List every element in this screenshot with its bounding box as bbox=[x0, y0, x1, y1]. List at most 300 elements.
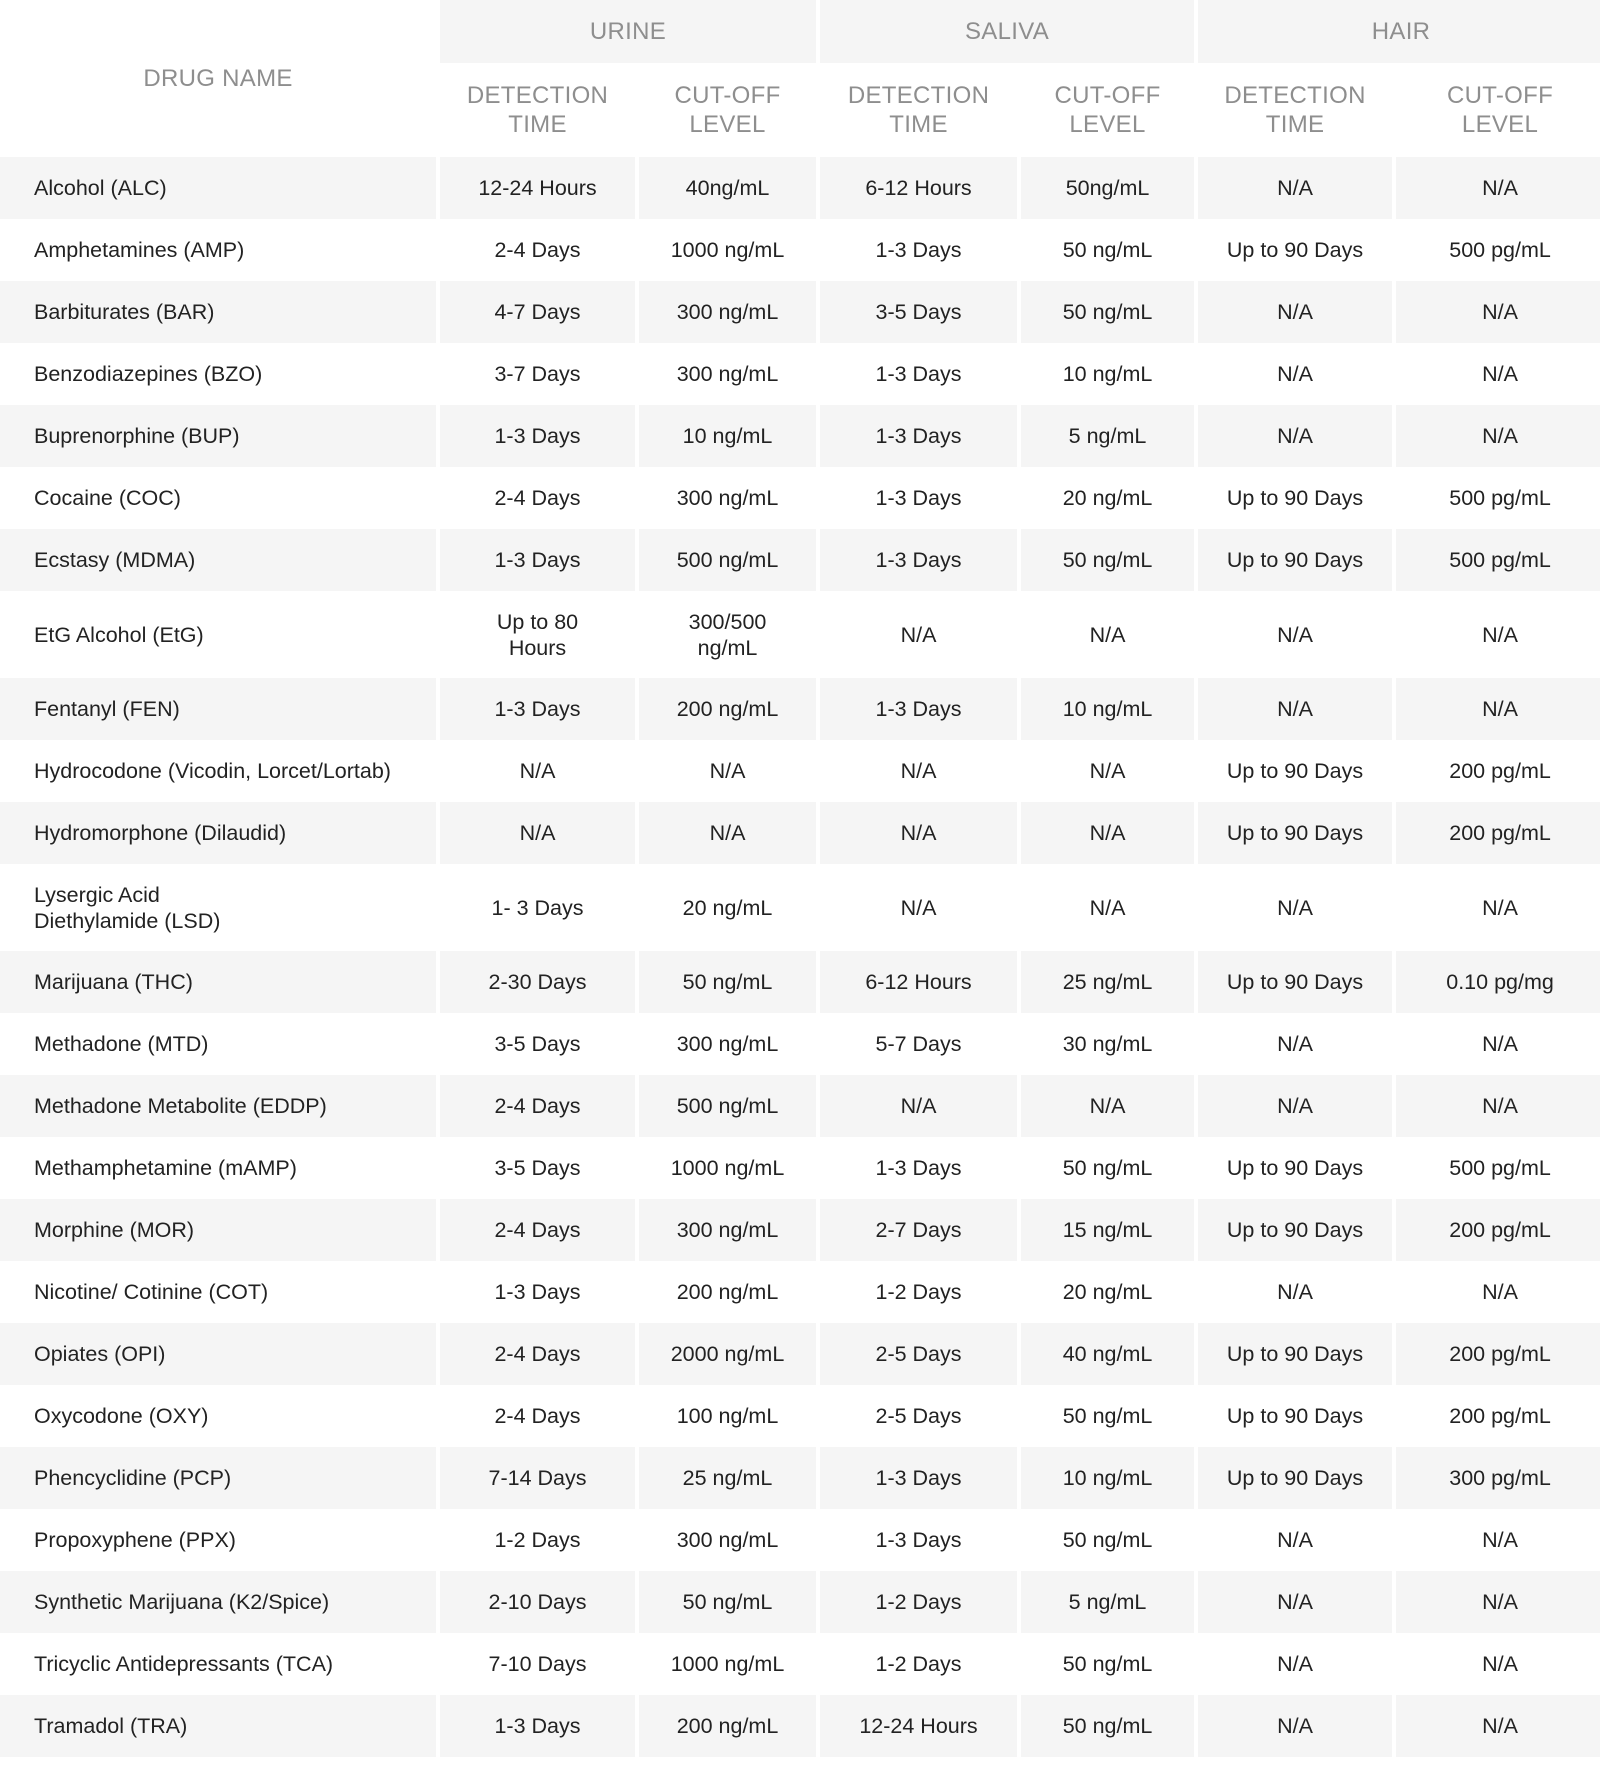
cell-text-line: Tricyclic Antidepressants (TCA) bbox=[34, 1652, 334, 1676]
cell-text-line: N/A bbox=[1277, 300, 1313, 324]
hair-detection-time-cell bbox=[1198, 157, 1392, 219]
cell-text-line: Methadone (MTD) bbox=[34, 1032, 209, 1056]
cell-text-line: ng/mL bbox=[697, 635, 758, 660]
drug-name-cell bbox=[0, 740, 436, 802]
cell-text-line: N/A bbox=[1482, 697, 1518, 721]
drug-name-cell bbox=[0, 1571, 436, 1633]
drug-name-cell bbox=[0, 591, 436, 678]
cell-text-line: N/A bbox=[900, 1094, 937, 1118]
cell-text-line: 7-10 Days bbox=[488, 1652, 587, 1676]
cell-text-line: N/A bbox=[1277, 895, 1313, 920]
cell-text-line: N/A bbox=[900, 821, 937, 845]
cell-text-line: 3-5 Days bbox=[494, 1032, 581, 1056]
urine-detection-time-cell bbox=[440, 864, 635, 951]
saliva-cutoff-level-cell bbox=[1021, 529, 1194, 591]
cell-text-line: Synthetic Marijuana (K2/Spice) bbox=[34, 1590, 330, 1614]
cell-text-line: Cocaine (COC) bbox=[34, 486, 181, 510]
drug-name-cell bbox=[0, 467, 436, 529]
cell-text-line: Up to 80 bbox=[496, 609, 579, 634]
hair-cutoff-level-cell bbox=[1396, 1695, 1600, 1757]
cell-text-line: 1-3 Days bbox=[875, 1156, 962, 1180]
cell-text-line: 50 ng/mL bbox=[1062, 1714, 1153, 1738]
drug-name-cell bbox=[0, 951, 436, 1013]
cell-text-line: 40ng/mL bbox=[685, 176, 770, 200]
urine-group-header: URINE bbox=[440, 0, 816, 63]
urine-cutoff-level-cell bbox=[639, 1571, 816, 1633]
hair-detection-time-cell bbox=[1198, 1695, 1392, 1757]
table-row bbox=[0, 529, 1600, 591]
urine-detection-time-cell bbox=[440, 467, 635, 529]
cell-text-line: N/A bbox=[900, 895, 937, 920]
saliva-cutoff-level-cell bbox=[1021, 1447, 1194, 1509]
cell-text-line: 1-3 Days bbox=[875, 697, 962, 721]
urine-detection-time-cell bbox=[440, 740, 635, 802]
saliva-cutoff-level-cell bbox=[1021, 157, 1194, 219]
hair-detection-time-cell bbox=[1198, 405, 1392, 467]
urine-detection-time-cell bbox=[440, 1695, 635, 1757]
cell-text-line: N/A bbox=[519, 821, 556, 845]
urine-cutoff-level-cell bbox=[639, 1633, 816, 1695]
drug-name-cell bbox=[0, 864, 436, 951]
drug-name-cell bbox=[0, 157, 436, 219]
urine-cutoff-level-cell bbox=[639, 1447, 816, 1509]
urine-detection-time-cell bbox=[440, 281, 635, 343]
cell-text-line: N/A bbox=[1482, 1528, 1518, 1552]
cell-text-line: N/A bbox=[1482, 362, 1518, 386]
cell-text-line: 50ng/mL bbox=[1065, 176, 1150, 200]
cell-text-line: 10 ng/mL bbox=[1062, 362, 1153, 386]
cell-text-line: 200 pg/mL bbox=[1449, 759, 1551, 783]
saliva-cutoff-level-cell bbox=[1021, 1633, 1194, 1695]
cell-text-line: Up to 90 Days bbox=[1226, 238, 1364, 262]
urine-cutoff-level-cell bbox=[639, 1509, 816, 1571]
saliva-detection-time-cell bbox=[820, 591, 1017, 678]
cell-text-line: 1-2 Days bbox=[875, 1280, 962, 1304]
cell-text-line: 1-3 Days bbox=[875, 238, 962, 262]
cell-text-line: 1-2 Days bbox=[875, 1590, 962, 1614]
cell-text-line: 1-3 Days bbox=[875, 362, 962, 386]
hair-cutoff-level-cell bbox=[1396, 1137, 1600, 1199]
cell-text-line: Marijuana (THC) bbox=[34, 970, 193, 994]
urine-cutoff-level-cell bbox=[639, 802, 816, 864]
cell-text-line: 20 ng/mL bbox=[682, 895, 773, 920]
urine-detection-time-cell bbox=[440, 1447, 635, 1509]
hair-cutoff-level-cell bbox=[1396, 951, 1600, 1013]
table-row bbox=[0, 951, 1600, 1013]
cell-text-line: EtG Alcohol (EtG) bbox=[34, 622, 204, 647]
table-body bbox=[0, 157, 1600, 1757]
hair-detection-time-cell bbox=[1198, 1447, 1392, 1509]
table-row bbox=[0, 1695, 1600, 1757]
urine-cutoff-level-cell bbox=[639, 157, 816, 219]
cell-text-line: N/A bbox=[1482, 1280, 1518, 1304]
table-row bbox=[0, 281, 1600, 343]
cell-text-line: 50 ng/mL bbox=[1062, 1404, 1153, 1428]
saliva-detection-time-cell bbox=[820, 219, 1017, 281]
cell-text-line: N/A bbox=[1277, 697, 1313, 721]
table-row bbox=[0, 1447, 1600, 1509]
drug-name-header: DRUG NAME bbox=[0, 0, 436, 157]
saliva-detection-time-cell bbox=[820, 802, 1017, 864]
cell-text-line: Up to 90 Days bbox=[1226, 759, 1364, 783]
saliva-detection-time-cell bbox=[820, 1075, 1017, 1137]
table-row bbox=[0, 343, 1600, 405]
table-row bbox=[0, 740, 1600, 802]
drug-name-cell bbox=[0, 529, 436, 591]
cell-text-line: 2-4 Days bbox=[494, 238, 581, 262]
saliva-cutoff-level-cell bbox=[1021, 1075, 1194, 1137]
hair-detection-time-cell bbox=[1198, 1261, 1392, 1323]
table-row bbox=[0, 219, 1600, 281]
urine-detection-time-cell bbox=[440, 802, 635, 864]
cell-text-line: 500 pg/mL bbox=[1449, 1156, 1551, 1180]
urine-cutoff-level-cell bbox=[639, 343, 816, 405]
cell-text-line: N/A bbox=[1482, 424, 1518, 448]
hair-detection-time-cell bbox=[1198, 591, 1392, 678]
cell-text-line: 25 ng/mL bbox=[682, 1466, 773, 1490]
saliva-cutoff-level-cell bbox=[1021, 1137, 1194, 1199]
cell-text-line: 50 ng/mL bbox=[1062, 548, 1153, 572]
cell-text-line: 10 ng/mL bbox=[1062, 697, 1153, 721]
cell-text-line: Opiates (OPI) bbox=[34, 1342, 166, 1366]
cell-text-line: Fentanyl (FEN) bbox=[34, 697, 180, 721]
saliva-cutoff-level-cell bbox=[1021, 678, 1194, 740]
cell-text-line: 2-4 Days bbox=[494, 1218, 581, 1242]
cell-text-line: N/A bbox=[1482, 1652, 1518, 1676]
hair-cutoff-level-cell bbox=[1396, 802, 1600, 864]
cell-text-line: Amphetamines (AMP) bbox=[34, 238, 245, 262]
table-row bbox=[0, 405, 1600, 467]
cell-text-line: Up to 90 Days bbox=[1226, 1342, 1364, 1366]
drug-name-cell bbox=[0, 1695, 436, 1757]
cell-text-line: 20 ng/mL bbox=[1062, 1280, 1153, 1304]
cell-text-line: 1-2 Days bbox=[494, 1528, 581, 1552]
saliva-detection-time-cell bbox=[820, 678, 1017, 740]
saliva-detection-time-cell bbox=[820, 343, 1017, 405]
cell-text-line: 500 ng/mL bbox=[676, 1094, 779, 1118]
saliva-detection-time-cell bbox=[820, 405, 1017, 467]
cell-text-line: N/A bbox=[1277, 1094, 1313, 1118]
cell-text-line: Oxycodone (OXY) bbox=[34, 1404, 209, 1428]
hair-cutoff-level-cell bbox=[1396, 281, 1600, 343]
hair-detection-time-cell bbox=[1198, 343, 1392, 405]
hair-cutoff-level-cell bbox=[1396, 529, 1600, 591]
cell-text-line: 2-5 Days bbox=[875, 1404, 962, 1428]
saliva-cutoff-level-cell bbox=[1021, 1695, 1194, 1757]
cell-text-line: Propoxyphene (PPX) bbox=[34, 1528, 236, 1552]
cell-text-line: 1-3 Days bbox=[875, 424, 962, 448]
saliva-cutoff-level-header: CUT-OFF LEVEL bbox=[1021, 63, 1194, 157]
cell-text-line: 5 ng/mL bbox=[1068, 424, 1147, 448]
cell-text-line: N/A bbox=[1277, 1714, 1313, 1738]
urine-cutoff-level-cell bbox=[639, 1385, 816, 1447]
saliva-detection-time-cell bbox=[820, 1261, 1017, 1323]
urine-cutoff-level-cell bbox=[639, 1261, 816, 1323]
cell-text-line: 200 pg/mL bbox=[1449, 821, 1551, 845]
urine-cutoff-level-cell bbox=[639, 740, 816, 802]
urine-detection-time-cell bbox=[440, 591, 635, 678]
hair-detection-time-cell bbox=[1198, 1075, 1392, 1137]
urine-detection-time-cell bbox=[440, 1385, 635, 1447]
saliva-cutoff-level-cell bbox=[1021, 802, 1194, 864]
cell-text-line: 3-5 Days bbox=[494, 1156, 581, 1180]
cell-text-line: Methadone Metabolite (EDDP) bbox=[34, 1094, 327, 1118]
cell-text-line: 12-24 Hours bbox=[478, 176, 597, 200]
cell-text-line: 300 ng/mL bbox=[676, 1218, 779, 1242]
urine-cutoff-level-cell bbox=[639, 1323, 816, 1385]
hair-detection-time-cell bbox=[1198, 467, 1392, 529]
urine-cutoff-level-cell bbox=[639, 1137, 816, 1199]
drug-name-cell bbox=[0, 1137, 436, 1199]
saliva-cutoff-level-cell bbox=[1021, 951, 1194, 1013]
urine-detection-time-cell bbox=[440, 1261, 635, 1323]
hair-cutoff-level-cell bbox=[1396, 405, 1600, 467]
cell-text-line: Up to 90 Days bbox=[1226, 486, 1364, 510]
table-row bbox=[0, 1137, 1600, 1199]
cell-text-line: 2-4 Days bbox=[494, 1094, 581, 1118]
cell-text-line: 300/500 bbox=[688, 609, 767, 634]
cell-text-line: 30 ng/mL bbox=[1062, 1032, 1153, 1056]
cell-text-line: 40 ng/mL bbox=[1062, 1342, 1153, 1366]
hair-detection-time-cell bbox=[1198, 1633, 1392, 1695]
cell-text-line: 1-3 Days bbox=[494, 697, 581, 721]
saliva-detection-time-cell bbox=[820, 1137, 1017, 1199]
saliva-cutoff-level-cell bbox=[1021, 343, 1194, 405]
cell-text-line: 500 pg/mL bbox=[1449, 238, 1551, 262]
cell-text-line: 300 pg/mL bbox=[1449, 1466, 1551, 1490]
urine-detection-time-cell bbox=[440, 405, 635, 467]
saliva-detection-time-cell bbox=[820, 157, 1017, 219]
saliva-group-header: SALIVA bbox=[820, 0, 1194, 63]
hair-cutoff-level-cell bbox=[1396, 1323, 1600, 1385]
cell-text-line: N/A bbox=[709, 821, 746, 845]
cell-text-line: Up to 90 Days bbox=[1226, 1466, 1364, 1490]
saliva-detection-time-cell bbox=[820, 1013, 1017, 1075]
cell-text-line: Up to 90 Days bbox=[1226, 821, 1364, 845]
urine-detection-time-cell bbox=[440, 1075, 635, 1137]
hair-cutoff-level-cell bbox=[1396, 1385, 1600, 1447]
cell-text-line: Morphine (MOR) bbox=[34, 1218, 195, 1242]
cell-text-line: 200 ng/mL bbox=[676, 697, 779, 721]
hair-detection-time-cell bbox=[1198, 281, 1392, 343]
hair-cutoff-level-cell bbox=[1396, 1075, 1600, 1137]
urine-detection-time-cell bbox=[440, 157, 635, 219]
hair-cutoff-level-header: CUT-OFF LEVEL bbox=[1396, 63, 1600, 157]
urine-cutoff-level-cell bbox=[639, 678, 816, 740]
cell-text-line: 200 pg/mL bbox=[1449, 1342, 1551, 1366]
cell-text-line: 7-14 Days bbox=[488, 1466, 587, 1490]
cell-text-line: 1000 ng/mL bbox=[670, 1652, 785, 1676]
cell-text-line: 10 ng/mL bbox=[682, 424, 773, 448]
drug-name-cell bbox=[0, 1447, 436, 1509]
cell-text-line: N/A bbox=[900, 622, 937, 647]
urine-cutoff-level-cell bbox=[639, 864, 816, 951]
saliva-detection-time-cell bbox=[820, 1633, 1017, 1695]
saliva-detection-time-cell bbox=[820, 1571, 1017, 1633]
urine-cutoff-level-cell bbox=[639, 1013, 816, 1075]
hair-cutoff-level-cell bbox=[1396, 219, 1600, 281]
cell-text-line: 2-10 Days bbox=[488, 1590, 587, 1614]
saliva-detection-time-cell bbox=[820, 1385, 1017, 1447]
cell-text-line: Lysergic Acid bbox=[34, 882, 160, 907]
saliva-detection-time-cell bbox=[820, 864, 1017, 951]
urine-cutoff-level-header: CUT-OFF LEVEL bbox=[639, 63, 816, 157]
cell-text-line: 2-7 Days bbox=[875, 1218, 962, 1242]
urine-detection-time-cell bbox=[440, 1633, 635, 1695]
cell-text-line: 2-4 Days bbox=[494, 1342, 581, 1366]
cell-text-line: 500 pg/mL bbox=[1449, 486, 1551, 510]
cell-text-line: 2000 ng/mL bbox=[670, 1342, 785, 1366]
cell-text-line: 12-24 Hours bbox=[859, 1714, 978, 1738]
drug-name-cell bbox=[0, 343, 436, 405]
cell-text-line: Ecstasy (MDMA) bbox=[34, 548, 196, 572]
cell-text-line: Up to 90 Days bbox=[1226, 970, 1364, 994]
saliva-cutoff-level-cell bbox=[1021, 1261, 1194, 1323]
urine-detection-time-cell bbox=[440, 1571, 635, 1633]
cell-text-line: 100 ng/mL bbox=[676, 1404, 779, 1428]
saliva-detection-time-header: DETECTION TIME bbox=[820, 63, 1017, 157]
cell-text-line: 1- 3 Days bbox=[491, 895, 584, 920]
saliva-detection-time-cell bbox=[820, 1199, 1017, 1261]
saliva-cutoff-level-cell bbox=[1021, 281, 1194, 343]
table-row bbox=[0, 802, 1600, 864]
cell-text-line: Diethylamide (LSD) bbox=[34, 908, 221, 933]
table-row bbox=[0, 1385, 1600, 1447]
cell-text-line: N/A bbox=[1482, 895, 1518, 920]
hair-cutoff-level-cell bbox=[1396, 467, 1600, 529]
saliva-cutoff-level-cell bbox=[1021, 591, 1194, 678]
cell-text-line: 4-7 Days bbox=[494, 300, 581, 324]
cell-text-line: 1-3 Days bbox=[875, 1528, 962, 1552]
cell-text-line: 0.10 pg/mg bbox=[1446, 970, 1554, 994]
cell-text-line: N/A bbox=[1482, 622, 1518, 647]
cell-text-line: 1-3 Days bbox=[875, 548, 962, 572]
drug-name-cell bbox=[0, 1199, 436, 1261]
urine-cutoff-level-cell bbox=[639, 467, 816, 529]
hair-cutoff-level-cell bbox=[1396, 591, 1600, 678]
drug-name-cell bbox=[0, 1385, 436, 1447]
urine-detection-time-cell bbox=[440, 1137, 635, 1199]
saliva-cutoff-level-cell bbox=[1021, 1571, 1194, 1633]
hair-cutoff-level-cell bbox=[1396, 1261, 1600, 1323]
hair-detection-time-cell bbox=[1198, 1509, 1392, 1571]
hair-cutoff-level-cell bbox=[1396, 1633, 1600, 1695]
urine-cutoff-level-cell bbox=[639, 219, 816, 281]
table-row bbox=[0, 1509, 1600, 1571]
cell-text-line: Phencyclidine (PCP) bbox=[34, 1466, 232, 1490]
saliva-detection-time-cell bbox=[820, 1323, 1017, 1385]
cell-text-line: N/A bbox=[1277, 176, 1313, 200]
cell-text-line: Nicotine/ Cotinine (COT) bbox=[34, 1280, 269, 1304]
hair-detection-time-cell bbox=[1198, 529, 1392, 591]
hair-cutoff-level-cell bbox=[1396, 343, 1600, 405]
saliva-cutoff-level-cell bbox=[1021, 405, 1194, 467]
urine-detection-time-header: DETECTION TIME bbox=[440, 63, 635, 157]
cell-text-line: 300 ng/mL bbox=[676, 1032, 779, 1056]
drug-name-cell bbox=[0, 1323, 436, 1385]
hair-cutoff-level-cell bbox=[1396, 740, 1600, 802]
table-header bbox=[0, 0, 1600, 157]
cell-text-line: 300 ng/mL bbox=[676, 1528, 779, 1552]
cell-text-line: N/A bbox=[900, 759, 937, 783]
cell-text-line: Barbiturates (BAR) bbox=[34, 300, 215, 324]
cell-text-line: 200 pg/mL bbox=[1449, 1404, 1551, 1428]
hair-detection-time-cell bbox=[1198, 1199, 1392, 1261]
urine-detection-time-cell bbox=[440, 529, 635, 591]
cell-text-line: 6-12 Hours bbox=[865, 176, 972, 200]
cell-text-line: 1000 ng/mL bbox=[670, 1156, 785, 1180]
cell-text-line: 1-3 Days bbox=[494, 424, 581, 448]
urine-detection-time-cell bbox=[440, 1509, 635, 1571]
drug-name-cell bbox=[0, 802, 436, 864]
drug-name-cell bbox=[0, 1075, 436, 1137]
table-row bbox=[0, 678, 1600, 740]
saliva-detection-time-cell bbox=[820, 281, 1017, 343]
saliva-detection-time-cell bbox=[820, 467, 1017, 529]
urine-cutoff-level-cell bbox=[639, 405, 816, 467]
hair-cutoff-level-cell bbox=[1396, 1013, 1600, 1075]
cell-text-line: N/A bbox=[1277, 1280, 1313, 1304]
cell-text-line: 300 ng/mL bbox=[676, 362, 779, 386]
hair-cutoff-level-cell bbox=[1396, 678, 1600, 740]
saliva-cutoff-level-cell bbox=[1021, 1199, 1194, 1261]
hair-cutoff-level-cell bbox=[1396, 157, 1600, 219]
drug-name-cell bbox=[0, 1261, 436, 1323]
cell-text-line: N/A bbox=[1277, 1652, 1313, 1676]
cell-text-line: 200 ng/mL bbox=[676, 1280, 779, 1304]
cell-text-line: Methamphetamine (mAMP) bbox=[34, 1156, 297, 1180]
table-row bbox=[0, 591, 1600, 678]
urine-cutoff-level-cell bbox=[639, 529, 816, 591]
table-row bbox=[0, 157, 1600, 219]
saliva-cutoff-level-cell bbox=[1021, 1509, 1194, 1571]
cell-text-line: N/A bbox=[1277, 622, 1313, 647]
cell-text-line: N/A bbox=[1482, 1032, 1518, 1056]
cell-text-line: 50 ng/mL bbox=[1062, 1156, 1153, 1180]
cell-text-line: 1-3 Days bbox=[875, 1466, 962, 1490]
cell-text-line: N/A bbox=[1482, 300, 1518, 324]
urine-cutoff-level-cell bbox=[639, 1199, 816, 1261]
saliva-cutoff-level-cell bbox=[1021, 1323, 1194, 1385]
saliva-cutoff-level-cell bbox=[1021, 864, 1194, 951]
cell-text-line: 5-7 Days bbox=[875, 1032, 962, 1056]
cell-text-line: 50 ng/mL bbox=[682, 1590, 773, 1614]
table-row bbox=[0, 1633, 1600, 1695]
hair-detection-time-cell bbox=[1198, 864, 1392, 951]
urine-cutoff-level-cell bbox=[639, 1695, 816, 1757]
cell-text-line: 2-5 Days bbox=[875, 1342, 962, 1366]
cell-text-line: 1-2 Days bbox=[875, 1652, 962, 1676]
cell-text-line: N/A bbox=[1482, 1590, 1518, 1614]
hair-detection-time-cell bbox=[1198, 219, 1392, 281]
cell-text-line: N/A bbox=[1277, 424, 1313, 448]
cell-text-line: 15 ng/mL bbox=[1062, 1218, 1153, 1242]
hair-detection-time-cell bbox=[1198, 1385, 1392, 1447]
cell-text-line: 2-4 Days bbox=[494, 486, 581, 510]
cell-text-line: 1000 ng/mL bbox=[670, 238, 785, 262]
cell-text-line: 500 ng/mL bbox=[676, 548, 779, 572]
cell-text-line: N/A bbox=[519, 759, 556, 783]
saliva-detection-time-cell bbox=[820, 1509, 1017, 1571]
cell-text-line: 5 ng/mL bbox=[1068, 1590, 1147, 1614]
cell-text-line: Up to 90 Days bbox=[1226, 548, 1364, 572]
hair-detection-time-cell bbox=[1198, 1013, 1392, 1075]
cell-text-line: N/A bbox=[1089, 1094, 1126, 1118]
hair-detection-time-cell bbox=[1198, 740, 1392, 802]
cell-text-line: 50 ng/mL bbox=[1062, 1652, 1153, 1676]
cell-text-line: Up to 90 Days bbox=[1226, 1218, 1364, 1242]
cell-text-line: Hydromorphone (Dilaudid) bbox=[34, 821, 287, 845]
